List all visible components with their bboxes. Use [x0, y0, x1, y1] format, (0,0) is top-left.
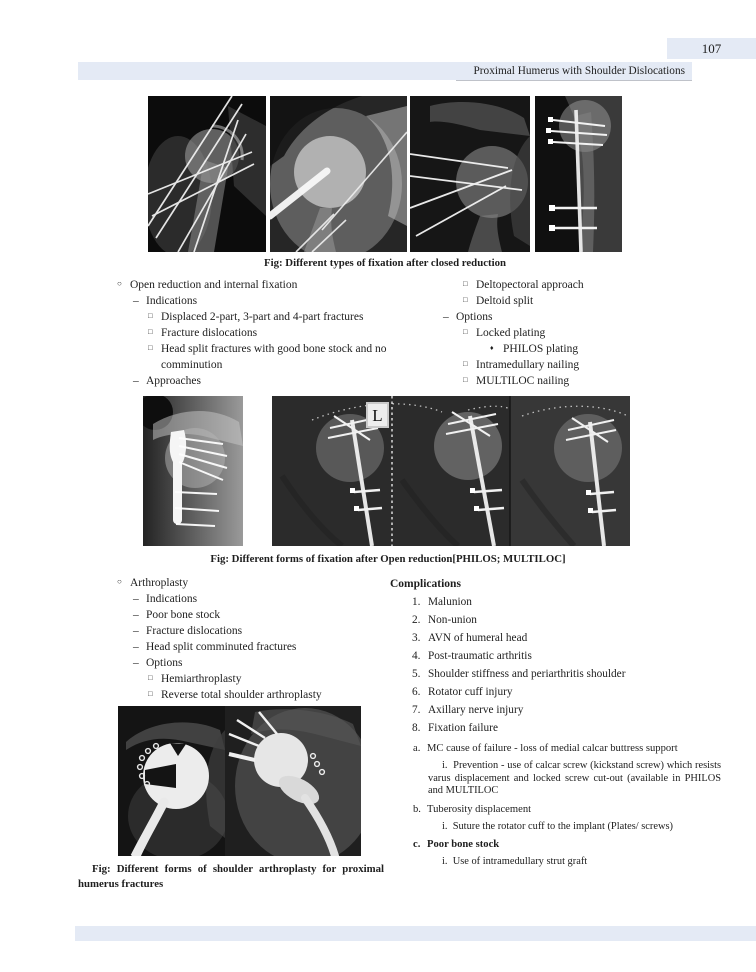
item-number: 5.	[412, 668, 421, 680]
running-header	[78, 62, 692, 80]
bullet-marker: □	[148, 689, 153, 698]
header-rule	[456, 80, 692, 81]
bullet-item	[112, 607, 392, 623]
bullet-text: Reverse total shoulder arthroplasty	[161, 689, 322, 701]
bullet-text: Head split comminuted fractures	[146, 641, 297, 653]
bullet-marker: ○	[117, 279, 122, 288]
bullet-text: Locked plating	[476, 327, 546, 339]
xray-intramedullary-nail-image	[535, 96, 622, 252]
orif-left-column	[112, 277, 447, 389]
bullet-text: Fracture dislocations	[146, 625, 243, 637]
item-text: Non-union	[428, 614, 477, 626]
bullet-item	[112, 341, 447, 373]
bullet-text: Head split fractures with good bone stock and no comminution	[161, 343, 387, 371]
arthroplasty-column	[112, 575, 392, 703]
bullet-text: Arthroplasty	[130, 577, 189, 589]
bullet-item	[112, 309, 447, 325]
complication-item	[390, 647, 723, 665]
footer-bar	[75, 926, 756, 941]
figure-arthroplasty	[118, 706, 361, 856]
chapter-title: Proximal Humerus with Shoulder Dislocations	[473, 65, 685, 77]
item-text: Fixation failure	[428, 722, 498, 734]
bullet-text: Fracture dislocations	[161, 327, 258, 339]
complications-list	[390, 593, 723, 737]
bullet-item	[112, 623, 392, 639]
item-number: 8.	[412, 722, 421, 734]
item-number: 1.	[412, 596, 421, 608]
xray-pin-fixation-image	[410, 96, 530, 252]
bullet-marker: –	[133, 609, 139, 621]
xray-multiloc-nail-image	[272, 396, 630, 546]
bullet-text: Open reduction and internal fixation	[130, 279, 298, 291]
bullet-item	[112, 575, 392, 591]
item-text: Tuberosity displacement	[427, 803, 532, 815]
item-text: Suture the rotator cuff to the implant (Plates/ screws)	[452, 820, 673, 832]
figure-open-reduction	[118, 396, 630, 546]
item-number: 3.	[412, 632, 421, 644]
bullet-text: Indications	[146, 295, 198, 307]
item-text: Post-traumatic arthritis	[428, 650, 532, 662]
item-text: MC cause of failure - loss of medial calcar buttress support	[427, 743, 678, 754]
page-number-box	[667, 38, 756, 59]
side-marker-L	[366, 402, 389, 428]
complication-item	[390, 593, 723, 611]
svg-text:L: L	[372, 406, 383, 425]
bullet-item	[112, 293, 447, 309]
bullet-marker: □	[463, 295, 468, 304]
bullet-text: Options	[456, 311, 493, 323]
complication-8b-i	[428, 821, 723, 834]
xray-philos-plate-image	[143, 396, 243, 546]
item-label: i.	[442, 820, 448, 832]
complication-item	[390, 683, 723, 701]
bullet-text: Poor bone stock	[146, 609, 221, 621]
bullet-item	[440, 293, 708, 309]
item-label: b.	[413, 803, 421, 815]
bullet-item	[440, 309, 708, 325]
complication-8a	[390, 742, 723, 755]
bullet-text: Intramedullary nailing	[476, 359, 580, 371]
figure3-caption: Fig: Different forms of shoulder arthroplasty for proximal humerus fractures	[78, 863, 384, 890]
xray-hemiarthroplasty-image	[118, 706, 225, 856]
bullet-item	[112, 591, 392, 607]
bullet-marker: □	[463, 327, 468, 336]
complication-item	[390, 701, 723, 719]
item-label: c.	[413, 839, 421, 850]
bullet-marker: □	[148, 343, 153, 352]
bullet-marker: □	[148, 311, 153, 320]
item-text: Shoulder stiffness and periarthritis shoulder	[428, 668, 626, 680]
bullet-text: PHILOS plating	[503, 343, 579, 355]
item-text: Axillary nerve injury	[428, 704, 524, 716]
bullet-marker: –	[133, 375, 139, 387]
bullet-text: Hemiarthroplasty	[161, 673, 242, 685]
item-number: 2.	[412, 614, 421, 626]
bullet-marker: □	[148, 327, 153, 336]
complication-item	[390, 611, 723, 629]
bullet-marker: ○	[117, 577, 122, 586]
page-number: 107	[701, 40, 722, 56]
bullet-marker: □	[463, 359, 468, 368]
item-text: Rotator cuff injury	[428, 686, 513, 698]
item-text: Use of intramedullary strut graft	[452, 856, 588, 867]
bullet-item	[440, 325, 708, 341]
bullet-item	[112, 373, 447, 389]
orif-right-column	[440, 277, 708, 389]
bullet-marker: –	[133, 295, 139, 307]
bullet-text: Options	[146, 657, 183, 669]
complications-section	[390, 575, 723, 869]
bullet-marker: □	[463, 375, 468, 384]
complication-8b	[390, 803, 723, 816]
item-number: 4.	[412, 650, 421, 662]
bullet-text: Deltopectoral approach	[476, 279, 584, 291]
item-label: a.	[413, 743, 421, 754]
bullet-marker: ♦	[490, 344, 494, 352]
bullet-item	[112, 671, 392, 687]
item-text: Malunion	[428, 596, 472, 608]
complication-8c	[390, 838, 723, 851]
bullet-marker: –	[443, 311, 449, 323]
bullet-item	[440, 277, 708, 293]
xray-reverse-arthroplasty-image	[225, 706, 361, 856]
bullet-text: MULTILOC nailing	[476, 375, 570, 387]
bullet-item	[112, 639, 392, 655]
bullet-text: Displaced 2-part, 3-part and 4-part fractures	[161, 311, 364, 323]
complication-item	[390, 665, 723, 683]
bullet-item	[440, 373, 708, 389]
bullet-marker: –	[133, 625, 139, 637]
figure-closed-reduction	[148, 96, 622, 252]
bullet-marker: □	[148, 673, 153, 682]
item-label: i.	[442, 856, 448, 867]
xray-screw-pin-image	[270, 96, 407, 252]
bullet-item	[112, 325, 447, 341]
bullet-marker: □	[463, 279, 468, 288]
complications-heading: Complications	[390, 578, 461, 590]
complication-item	[390, 719, 723, 737]
item-number: 7.	[412, 704, 421, 716]
bullet-item	[112, 687, 392, 703]
bullet-text: Approaches	[146, 375, 201, 387]
complication-8c-i	[428, 856, 723, 869]
item-text: AVN of humeral head	[428, 632, 528, 644]
bullet-text: Deltoid split	[476, 295, 534, 307]
bullet-item	[440, 357, 708, 373]
figure1-caption: Fig: Different types of fixation after closed reduction	[264, 257, 506, 269]
item-number: 6.	[412, 686, 421, 698]
bullet-item	[112, 655, 392, 671]
complication-item	[390, 629, 723, 647]
bullet-item	[440, 341, 708, 357]
item-text: Prevention - use of calcar screw (kickstand screw) which resists varus displacement and locked screw cut-out (available in PHILOS and MULTILOC	[428, 760, 722, 796]
item-text: Poor bone stock	[427, 839, 500, 850]
complication-8a-i	[428, 760, 723, 798]
bullet-text: Indications	[146, 593, 198, 605]
xray-kwire-fixation-image	[148, 96, 266, 252]
bullet-marker: –	[133, 593, 139, 605]
figure2-caption: Fig: Different forms of fixation after Open reduction[PHILOS; MULTILOC]	[210, 553, 566, 565]
bullet-item	[112, 277, 447, 293]
bullet-marker: –	[133, 657, 139, 669]
item-label: i.	[442, 760, 448, 771]
bullet-marker: –	[133, 641, 139, 653]
